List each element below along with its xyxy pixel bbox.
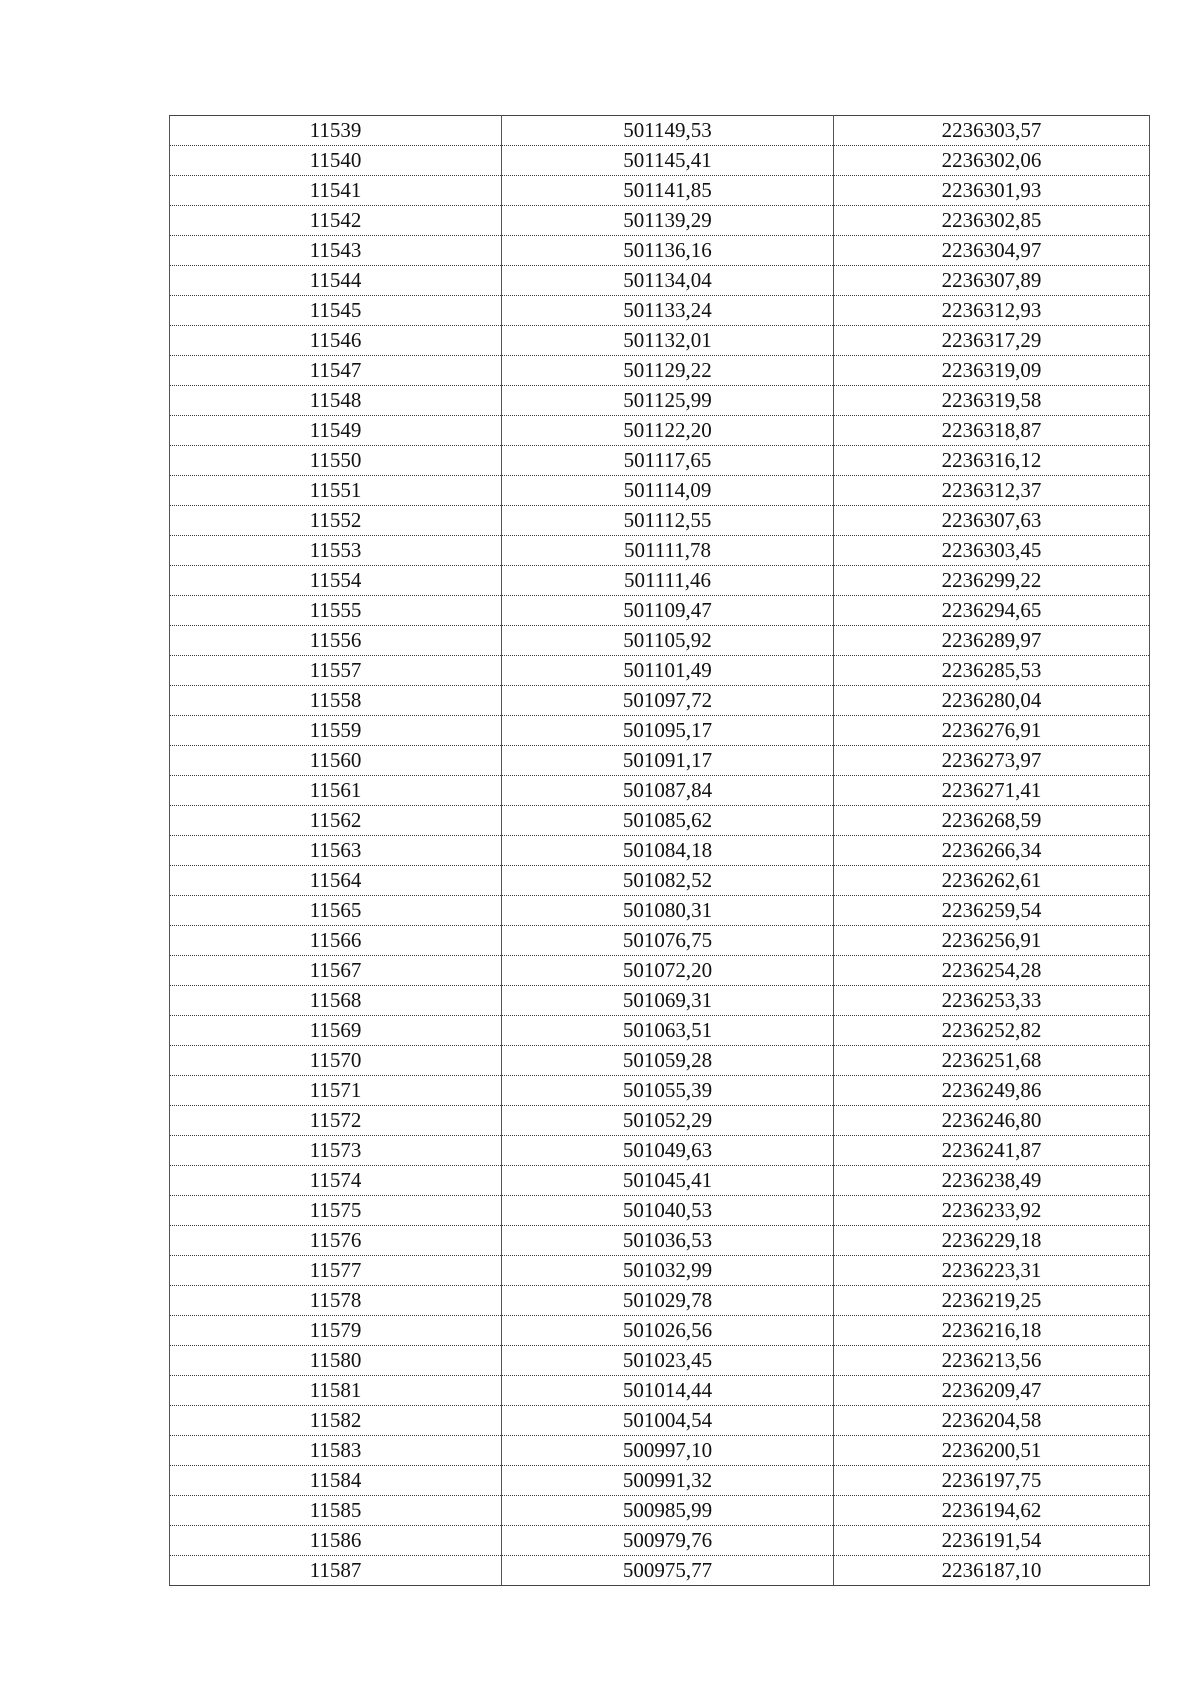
point-number-cell: 11540 [170, 146, 502, 176]
y-coordinate-cell: 2236223,31 [834, 1256, 1150, 1286]
point-number-cell: 11578 [170, 1286, 502, 1316]
point-number-cell: 11552 [170, 506, 502, 536]
y-coordinate-cell: 2236273,97 [834, 746, 1150, 776]
x-coordinate-cell: 501145,41 [502, 146, 834, 176]
y-coordinate-cell: 2236301,93 [834, 176, 1150, 206]
y-coordinate-cell: 2236219,25 [834, 1286, 1150, 1316]
table-row [170, 1526, 1150, 1556]
point-number-cell: 11547 [170, 356, 502, 386]
y-coordinate-cell: 2236229,18 [834, 1226, 1150, 1256]
x-coordinate-cell: 501117,65 [502, 446, 834, 476]
point-number-cell: 11551 [170, 476, 502, 506]
point-number-cell: 11582 [170, 1406, 502, 1436]
table-row [170, 746, 1150, 776]
x-coordinate-cell: 500985,99 [502, 1496, 834, 1526]
table-row [170, 1316, 1150, 1346]
table-row [170, 1136, 1150, 1166]
table-row [170, 836, 1150, 866]
table-row [170, 356, 1150, 386]
table-row [170, 1196, 1150, 1226]
point-number-cell: 11585 [170, 1496, 502, 1526]
x-coordinate-cell: 501029,78 [502, 1286, 834, 1316]
x-coordinate-cell: 501055,39 [502, 1076, 834, 1106]
point-number-cell: 11562 [170, 806, 502, 836]
x-coordinate-cell: 501114,09 [502, 476, 834, 506]
table-row [170, 116, 1150, 146]
x-coordinate-cell: 501085,62 [502, 806, 834, 836]
table-row [170, 296, 1150, 326]
point-number-cell: 11557 [170, 656, 502, 686]
point-number-cell: 11586 [170, 1526, 502, 1556]
x-coordinate-cell: 500975,77 [502, 1556, 834, 1586]
y-coordinate-cell: 2236319,58 [834, 386, 1150, 416]
table-row [170, 776, 1150, 806]
table-row [170, 1496, 1150, 1526]
x-coordinate-cell: 501101,49 [502, 656, 834, 686]
y-coordinate-cell: 2236271,41 [834, 776, 1150, 806]
point-number-cell: 11566 [170, 926, 502, 956]
x-coordinate-cell: 501139,29 [502, 206, 834, 236]
x-coordinate-cell: 501091,17 [502, 746, 834, 776]
point-number-cell: 11549 [170, 416, 502, 446]
x-coordinate-cell: 501132,01 [502, 326, 834, 356]
point-number-cell: 11576 [170, 1226, 502, 1256]
y-coordinate-cell: 2236213,56 [834, 1346, 1150, 1376]
y-coordinate-cell: 2236254,28 [834, 956, 1150, 986]
x-coordinate-cell: 501141,85 [502, 176, 834, 206]
y-coordinate-cell: 2236259,54 [834, 896, 1150, 926]
table-row [170, 926, 1150, 956]
table-row [170, 626, 1150, 656]
point-number-cell: 11573 [170, 1136, 502, 1166]
y-coordinate-cell: 2236187,10 [834, 1556, 1150, 1586]
x-coordinate-cell: 500991,32 [502, 1466, 834, 1496]
table-row [170, 866, 1150, 896]
y-coordinate-cell: 2236285,53 [834, 656, 1150, 686]
point-number-cell: 11580 [170, 1346, 502, 1376]
table-row [170, 896, 1150, 926]
x-coordinate-cell: 501125,99 [502, 386, 834, 416]
y-coordinate-cell: 2236251,68 [834, 1046, 1150, 1076]
x-coordinate-cell: 501045,41 [502, 1166, 834, 1196]
table-row [170, 206, 1150, 236]
x-coordinate-cell: 501112,55 [502, 506, 834, 536]
x-coordinate-cell: 501049,63 [502, 1136, 834, 1166]
table-row [170, 1286, 1150, 1316]
point-number-cell: 11565 [170, 896, 502, 926]
y-coordinate-cell: 2236304,97 [834, 236, 1150, 266]
x-coordinate-cell: 501111,78 [502, 536, 834, 566]
point-number-cell: 11567 [170, 956, 502, 986]
x-coordinate-cell: 501052,29 [502, 1106, 834, 1136]
y-coordinate-cell: 2236303,45 [834, 536, 1150, 566]
table-row [170, 236, 1150, 266]
table-row [170, 146, 1150, 176]
y-coordinate-cell: 2236241,87 [834, 1136, 1150, 1166]
table-row [170, 266, 1150, 296]
y-coordinate-cell: 2236233,92 [834, 1196, 1150, 1226]
x-coordinate-cell: 501032,99 [502, 1256, 834, 1286]
x-coordinate-cell: 500997,10 [502, 1436, 834, 1466]
table-row [170, 1226, 1150, 1256]
y-coordinate-cell: 2236262,61 [834, 866, 1150, 896]
point-number-cell: 11544 [170, 266, 502, 296]
point-number-cell: 11546 [170, 326, 502, 356]
x-coordinate-cell: 501082,52 [502, 866, 834, 896]
y-coordinate-cell: 2236312,37 [834, 476, 1150, 506]
y-coordinate-cell: 2236302,85 [834, 206, 1150, 236]
x-coordinate-cell: 501069,31 [502, 986, 834, 1016]
table-row [170, 1466, 1150, 1496]
x-coordinate-cell: 501105,92 [502, 626, 834, 656]
y-coordinate-cell: 2236249,86 [834, 1076, 1150, 1106]
y-coordinate-cell: 2236266,34 [834, 836, 1150, 866]
x-coordinate-cell: 501023,45 [502, 1346, 834, 1376]
point-number-cell: 11541 [170, 176, 502, 206]
x-coordinate-cell: 501122,20 [502, 416, 834, 446]
point-number-cell: 11543 [170, 236, 502, 266]
y-coordinate-cell: 2236197,75 [834, 1466, 1150, 1496]
x-coordinate-cell: 501040,53 [502, 1196, 834, 1226]
y-coordinate-cell: 2236268,59 [834, 806, 1150, 836]
point-number-cell: 11563 [170, 836, 502, 866]
table-row [170, 566, 1150, 596]
table-row [170, 596, 1150, 626]
y-coordinate-cell: 2236252,82 [834, 1016, 1150, 1046]
point-number-cell: 11550 [170, 446, 502, 476]
y-coordinate-cell: 2236253,33 [834, 986, 1150, 1016]
point-number-cell: 11579 [170, 1316, 502, 1346]
point-number-cell: 11559 [170, 716, 502, 746]
y-coordinate-cell: 2236312,93 [834, 296, 1150, 326]
point-number-cell: 11556 [170, 626, 502, 656]
point-number-cell: 11574 [170, 1166, 502, 1196]
x-coordinate-cell: 501014,44 [502, 1376, 834, 1406]
point-number-cell: 11558 [170, 686, 502, 716]
table-row [170, 986, 1150, 1016]
y-coordinate-cell: 2236319,09 [834, 356, 1150, 386]
point-number-cell: 11570 [170, 1046, 502, 1076]
x-coordinate-cell: 501084,18 [502, 836, 834, 866]
table-row [170, 416, 1150, 446]
coordinates-table-body [170, 116, 1150, 1586]
x-coordinate-cell: 501036,53 [502, 1226, 834, 1256]
table-row [170, 536, 1150, 566]
y-coordinate-cell: 2236294,65 [834, 596, 1150, 626]
y-coordinate-cell: 2236209,47 [834, 1376, 1150, 1406]
table-row [170, 806, 1150, 836]
y-coordinate-cell: 2236256,91 [834, 926, 1150, 956]
x-coordinate-cell: 501063,51 [502, 1016, 834, 1046]
table-row [170, 506, 1150, 536]
table-row [170, 1166, 1150, 1196]
point-number-cell: 11571 [170, 1076, 502, 1106]
table-row [170, 326, 1150, 356]
table-row [170, 1256, 1150, 1286]
y-coordinate-cell: 2236280,04 [834, 686, 1150, 716]
point-number-cell: 11553 [170, 536, 502, 566]
point-number-cell: 11569 [170, 1016, 502, 1046]
y-coordinate-cell: 2236289,97 [834, 626, 1150, 656]
point-number-cell: 11542 [170, 206, 502, 236]
point-number-cell: 11575 [170, 1196, 502, 1226]
table-row [170, 656, 1150, 686]
point-number-cell: 11587 [170, 1556, 502, 1586]
table-row [170, 1016, 1150, 1046]
x-coordinate-cell: 501133,24 [502, 296, 834, 326]
point-number-cell: 11577 [170, 1256, 502, 1286]
point-number-cell: 11560 [170, 746, 502, 776]
y-coordinate-cell: 2236303,57 [834, 116, 1150, 146]
point-number-cell: 11554 [170, 566, 502, 596]
point-number-cell: 11548 [170, 386, 502, 416]
y-coordinate-cell: 2236216,18 [834, 1316, 1150, 1346]
x-coordinate-cell: 501080,31 [502, 896, 834, 926]
x-coordinate-cell: 501134,04 [502, 266, 834, 296]
x-coordinate-cell: 500979,76 [502, 1526, 834, 1556]
point-number-cell: 11564 [170, 866, 502, 896]
y-coordinate-cell: 2236316,12 [834, 446, 1150, 476]
table-row [170, 1076, 1150, 1106]
x-coordinate-cell: 501097,72 [502, 686, 834, 716]
y-coordinate-cell: 2236299,22 [834, 566, 1150, 596]
x-coordinate-cell: 501136,16 [502, 236, 834, 266]
y-coordinate-cell: 2236194,62 [834, 1496, 1150, 1526]
coordinates-table [169, 115, 1150, 1586]
table-row [170, 1406, 1150, 1436]
y-coordinate-cell: 2236191,54 [834, 1526, 1150, 1556]
point-number-cell: 11539 [170, 116, 502, 146]
table-row [170, 446, 1150, 476]
point-number-cell: 11584 [170, 1466, 502, 1496]
point-number-cell: 11545 [170, 296, 502, 326]
table-row [170, 1346, 1150, 1376]
point-number-cell: 11568 [170, 986, 502, 1016]
table-row [170, 476, 1150, 506]
y-coordinate-cell: 2236200,51 [834, 1436, 1150, 1466]
table-row [170, 1046, 1150, 1076]
x-coordinate-cell: 501109,47 [502, 596, 834, 626]
x-coordinate-cell: 501059,28 [502, 1046, 834, 1076]
table-row [170, 716, 1150, 746]
point-number-cell: 11561 [170, 776, 502, 806]
point-number-cell: 11572 [170, 1106, 502, 1136]
y-coordinate-cell: 2236318,87 [834, 416, 1150, 446]
table-row [170, 686, 1150, 716]
point-number-cell: 11583 [170, 1436, 502, 1466]
y-coordinate-cell: 2236276,91 [834, 716, 1150, 746]
y-coordinate-cell: 2236307,63 [834, 506, 1150, 536]
y-coordinate-cell: 2236317,29 [834, 326, 1150, 356]
y-coordinate-cell: 2236246,80 [834, 1106, 1150, 1136]
table-row [170, 1436, 1150, 1466]
x-coordinate-cell: 501095,17 [502, 716, 834, 746]
table-row [170, 1376, 1150, 1406]
x-coordinate-cell: 501004,54 [502, 1406, 834, 1436]
y-coordinate-cell: 2236238,49 [834, 1166, 1150, 1196]
x-coordinate-cell: 501129,22 [502, 356, 834, 386]
x-coordinate-cell: 501072,20 [502, 956, 834, 986]
x-coordinate-cell: 501111,46 [502, 566, 834, 596]
table-row [170, 386, 1150, 416]
y-coordinate-cell: 2236307,89 [834, 266, 1150, 296]
x-coordinate-cell: 501026,56 [502, 1316, 834, 1346]
x-coordinate-cell: 501076,75 [502, 926, 834, 956]
point-number-cell: 11581 [170, 1376, 502, 1406]
y-coordinate-cell: 2236302,06 [834, 146, 1150, 176]
x-coordinate-cell: 501087,84 [502, 776, 834, 806]
x-coordinate-cell: 501149,53 [502, 116, 834, 146]
table-row [170, 956, 1150, 986]
table-row [170, 176, 1150, 206]
point-number-cell: 11555 [170, 596, 502, 626]
y-coordinate-cell: 2236204,58 [834, 1406, 1150, 1436]
table-row [170, 1106, 1150, 1136]
table-row [170, 1556, 1150, 1586]
